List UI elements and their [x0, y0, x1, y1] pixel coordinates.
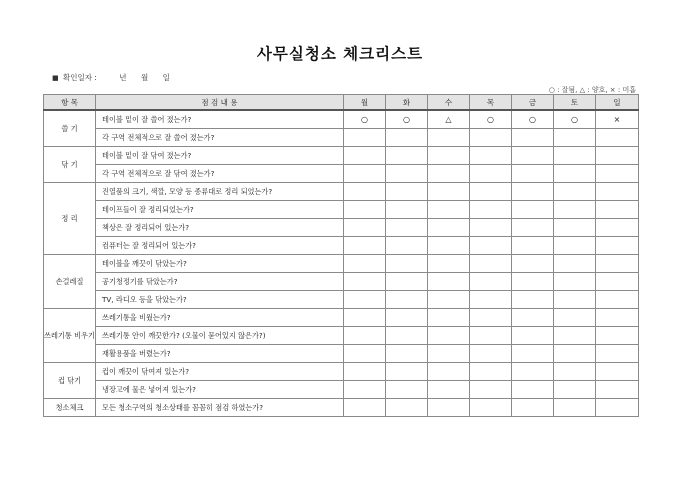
- year-label: 년: [119, 73, 127, 82]
- category-cell: 청소체크: [44, 399, 96, 417]
- day-check-cell[interactable]: [554, 309, 596, 327]
- table-row: [44, 399, 639, 417]
- day-check-cell[interactable]: [344, 147, 386, 165]
- day-check-cell[interactable]: [596, 165, 639, 183]
- table-row: [44, 129, 639, 147]
- page-title: 사무실청소 체크리스트: [256, 45, 424, 63]
- day-check-cell[interactable]: [470, 399, 512, 417]
- day-check-cell[interactable]: [554, 399, 596, 417]
- table-row: [44, 291, 639, 309]
- day-check-cell[interactable]: [344, 219, 386, 237]
- day-check-cell[interactable]: [428, 201, 470, 219]
- table-row: [44, 381, 639, 399]
- day-check-cell[interactable]: [512, 399, 554, 417]
- day-check-cell[interactable]: [596, 399, 639, 417]
- check-item-text: 컵이 깨끗이 닦여져 있는가?: [96, 363, 344, 381]
- day-check-cell[interactable]: [596, 291, 639, 309]
- day-check-cell[interactable]: [344, 345, 386, 363]
- check-item-text: 책상은 잘 정리되어 있는가?: [96, 219, 344, 237]
- day-check-cell[interactable]: [344, 255, 386, 273]
- day-check-cell[interactable]: [554, 345, 596, 363]
- day-check-cell[interactable]: [428, 345, 470, 363]
- day-check-cell[interactable]: [596, 183, 639, 201]
- day-check-cell[interactable]: [554, 201, 596, 219]
- day-check-cell[interactable]: [470, 129, 512, 147]
- table-row: [44, 363, 639, 381]
- check-item-text: 테이블을 깨끗이 닦았는가?: [96, 255, 344, 273]
- day-check-cell[interactable]: [596, 129, 639, 147]
- day-check-cell[interactable]: [512, 345, 554, 363]
- check-item-text: 테이블 밑이 잘 닦여 졌는가?: [96, 147, 344, 165]
- day-check-cell[interactable]: [428, 219, 470, 237]
- category-cell: 정 리: [44, 183, 96, 255]
- day-check-cell[interactable]: [344, 291, 386, 309]
- header-day-fri: 금: [512, 95, 554, 111]
- day-check-cell[interactable]: △: [428, 110, 470, 129]
- header-row: [44, 95, 639, 111]
- day-check-cell[interactable]: [470, 219, 512, 237]
- day-check-cell[interactable]: [344, 309, 386, 327]
- check-item-text: 쓰레기통을 비웠는가?: [96, 309, 344, 327]
- check-item-text: 진열품의 크기, 색깔, 모양 등 종류대로 정리 되었는가?: [96, 183, 344, 201]
- day-check-cell[interactable]: [512, 327, 554, 345]
- table-row: [44, 110, 639, 129]
- day-check-cell[interactable]: [428, 273, 470, 291]
- day-check-cell[interactable]: [512, 363, 554, 381]
- day-check-cell[interactable]: [470, 165, 512, 183]
- check-item-text: 쓰레기통 안이 깨끗한가? (오물이 묻어있지 않은가?): [96, 327, 344, 345]
- day-check-cell[interactable]: [344, 399, 386, 417]
- day-check-cell[interactable]: [386, 273, 428, 291]
- day-label: 일: [162, 73, 170, 82]
- day-check-cell[interactable]: [428, 255, 470, 273]
- table-row: [44, 201, 639, 219]
- header-day-sat: 토: [554, 95, 596, 111]
- header-day-mon: 월: [344, 95, 386, 111]
- day-check-cell[interactable]: [554, 219, 596, 237]
- day-check-cell[interactable]: [554, 165, 596, 183]
- day-check-cell[interactable]: [512, 273, 554, 291]
- day-check-cell[interactable]: ○: [344, 110, 386, 129]
- check-item-text: 각 구역 전체적으로 잘 닦여 졌는가?: [96, 165, 344, 183]
- day-check-cell[interactable]: [596, 345, 639, 363]
- day-check-cell[interactable]: [554, 147, 596, 165]
- day-check-cell[interactable]: [428, 165, 470, 183]
- day-check-cell[interactable]: [596, 273, 639, 291]
- day-check-cell[interactable]: [512, 309, 554, 327]
- day-check-cell[interactable]: [596, 309, 639, 327]
- category-cell: 손걸레질: [44, 255, 96, 309]
- checklist-table: [43, 94, 639, 417]
- table-row: [44, 273, 639, 291]
- check-item-text: 테이블 밑이 잘 쓸어 졌는가?: [96, 110, 344, 129]
- day-check-cell[interactable]: [428, 327, 470, 345]
- table-row: [44, 219, 639, 237]
- day-check-cell[interactable]: [596, 381, 639, 399]
- day-check-cell[interactable]: [554, 129, 596, 147]
- day-check-cell[interactable]: [386, 183, 428, 201]
- check-item-text: 테이프들이 잘 정리되었는가?: [96, 201, 344, 219]
- day-check-cell[interactable]: ○: [554, 110, 596, 129]
- day-check-cell[interactable]: [554, 255, 596, 273]
- day-check-cell[interactable]: [344, 237, 386, 255]
- check-item-text: 컴퓨터는 잘 정리되어 있는가?: [96, 237, 344, 255]
- day-check-cell[interactable]: [512, 291, 554, 309]
- day-check-cell[interactable]: [512, 183, 554, 201]
- day-check-cell[interactable]: [428, 381, 470, 399]
- day-check-cell[interactable]: ○: [512, 110, 554, 129]
- day-check-cell[interactable]: [512, 237, 554, 255]
- day-check-cell[interactable]: [386, 381, 428, 399]
- day-check-cell[interactable]: [344, 363, 386, 381]
- day-check-cell[interactable]: [554, 327, 596, 345]
- checklist-body: [44, 110, 639, 417]
- day-check-cell[interactable]: [386, 345, 428, 363]
- check-item-text: 각 구역 전체적으로 잘 쓸어 졌는가?: [96, 129, 344, 147]
- day-check-cell[interactable]: [386, 219, 428, 237]
- day-check-cell[interactable]: [554, 381, 596, 399]
- day-check-cell[interactable]: [386, 165, 428, 183]
- rating-legend: ○ : 잘됨, △ : 양호, × : 미흡: [548, 86, 636, 94]
- table-row: [44, 345, 639, 363]
- category-cell: 쓰레기통 비우기: [44, 309, 96, 363]
- day-check-cell[interactable]: [344, 201, 386, 219]
- day-check-cell[interactable]: [386, 399, 428, 417]
- table-row: [44, 237, 639, 255]
- day-check-cell[interactable]: [554, 273, 596, 291]
- table-row: [44, 147, 639, 165]
- table-row: [44, 165, 639, 183]
- check-item-text: 재활용품을 버렸는가?: [96, 345, 344, 363]
- day-check-cell[interactable]: [512, 255, 554, 273]
- day-check-cell[interactable]: [596, 363, 639, 381]
- check-date-line: [52, 72, 182, 83]
- category-cell: 컵 닦기: [44, 363, 96, 399]
- day-check-cell[interactable]: [512, 129, 554, 147]
- day-check-cell[interactable]: [470, 237, 512, 255]
- day-check-cell[interactable]: [386, 309, 428, 327]
- day-check-cell[interactable]: ○: [470, 110, 512, 129]
- day-check-cell[interactable]: [470, 273, 512, 291]
- day-check-cell[interactable]: [470, 255, 512, 273]
- day-check-cell[interactable]: [596, 255, 639, 273]
- day-check-cell[interactable]: [386, 291, 428, 309]
- day-check-cell[interactable]: [428, 147, 470, 165]
- day-check-cell[interactable]: [554, 237, 596, 255]
- check-date-label: 확인일자 :: [63, 73, 97, 82]
- day-check-cell[interactable]: [344, 327, 386, 345]
- category-cell: 닦 기: [44, 147, 96, 183]
- check-item-text: 모든 청소구역의 청소상태를 꼼꼼히 점검 하였는가?: [96, 399, 344, 417]
- day-check-cell[interactable]: [470, 291, 512, 309]
- table-row: [44, 255, 639, 273]
- header-category: 항 목: [44, 95, 96, 111]
- day-check-cell[interactable]: [428, 363, 470, 381]
- day-check-cell[interactable]: [344, 273, 386, 291]
- day-check-cell[interactable]: [386, 255, 428, 273]
- day-check-cell[interactable]: [344, 381, 386, 399]
- month-label: 월: [140, 73, 149, 82]
- day-check-cell[interactable]: [470, 183, 512, 201]
- day-check-cell[interactable]: [554, 291, 596, 309]
- day-check-cell[interactable]: [428, 309, 470, 327]
- category-cell: 쓸 기: [44, 110, 96, 147]
- day-check-cell[interactable]: [386, 147, 428, 165]
- day-check-cell[interactable]: [554, 183, 596, 201]
- check-item-text: 냉장고에 물은 넣어져 있는가?: [96, 381, 344, 399]
- header-day-sun: 일: [596, 95, 639, 111]
- day-check-cell[interactable]: [344, 165, 386, 183]
- day-check-cell[interactable]: [428, 399, 470, 417]
- day-check-cell[interactable]: [386, 129, 428, 147]
- day-check-cell[interactable]: [428, 291, 470, 309]
- header-content: 점 검 내 용: [96, 95, 344, 111]
- day-check-cell[interactable]: [512, 219, 554, 237]
- day-check-cell[interactable]: ○: [386, 110, 428, 129]
- table-row: [44, 327, 639, 345]
- day-check-cell[interactable]: [596, 219, 639, 237]
- day-check-cell[interactable]: [470, 201, 512, 219]
- day-check-cell[interactable]: [596, 327, 639, 345]
- day-check-cell[interactable]: [512, 201, 554, 219]
- day-check-cell[interactable]: [386, 201, 428, 219]
- day-check-cell[interactable]: [512, 147, 554, 165]
- square-bullet-icon: ■: [52, 74, 59, 82]
- day-check-cell[interactable]: [386, 363, 428, 381]
- day-check-cell[interactable]: ×: [596, 110, 639, 129]
- day-check-cell[interactable]: [428, 237, 470, 255]
- day-check-cell[interactable]: [596, 201, 639, 219]
- day-check-cell[interactable]: [512, 165, 554, 183]
- day-check-cell[interactable]: [554, 363, 596, 381]
- day-check-cell[interactable]: [470, 327, 512, 345]
- day-check-cell[interactable]: [470, 381, 512, 399]
- day-check-cell[interactable]: [596, 147, 639, 165]
- day-check-cell[interactable]: [470, 309, 512, 327]
- day-check-cell[interactable]: [470, 363, 512, 381]
- day-check-cell[interactable]: [596, 237, 639, 255]
- day-check-cell[interactable]: [470, 147, 512, 165]
- day-check-cell[interactable]: [512, 381, 554, 399]
- header-day-thu: 목: [470, 95, 512, 111]
- table-row: [44, 183, 639, 201]
- header-day-wed: 수: [428, 95, 470, 111]
- day-check-cell[interactable]: [344, 129, 386, 147]
- day-check-cell[interactable]: [470, 345, 512, 363]
- check-item-text: 공기청정기를 닦았는가?: [96, 273, 344, 291]
- day-check-cell[interactable]: [428, 129, 470, 147]
- day-check-cell[interactable]: [386, 327, 428, 345]
- check-item-text: TV, 라디오 등을 닦았는가?: [96, 291, 344, 309]
- table-row: [44, 309, 639, 327]
- header-day-tue: 화: [386, 95, 428, 111]
- day-check-cell[interactable]: [386, 237, 428, 255]
- day-check-cell[interactable]: [428, 183, 470, 201]
- day-check-cell[interactable]: [344, 183, 386, 201]
